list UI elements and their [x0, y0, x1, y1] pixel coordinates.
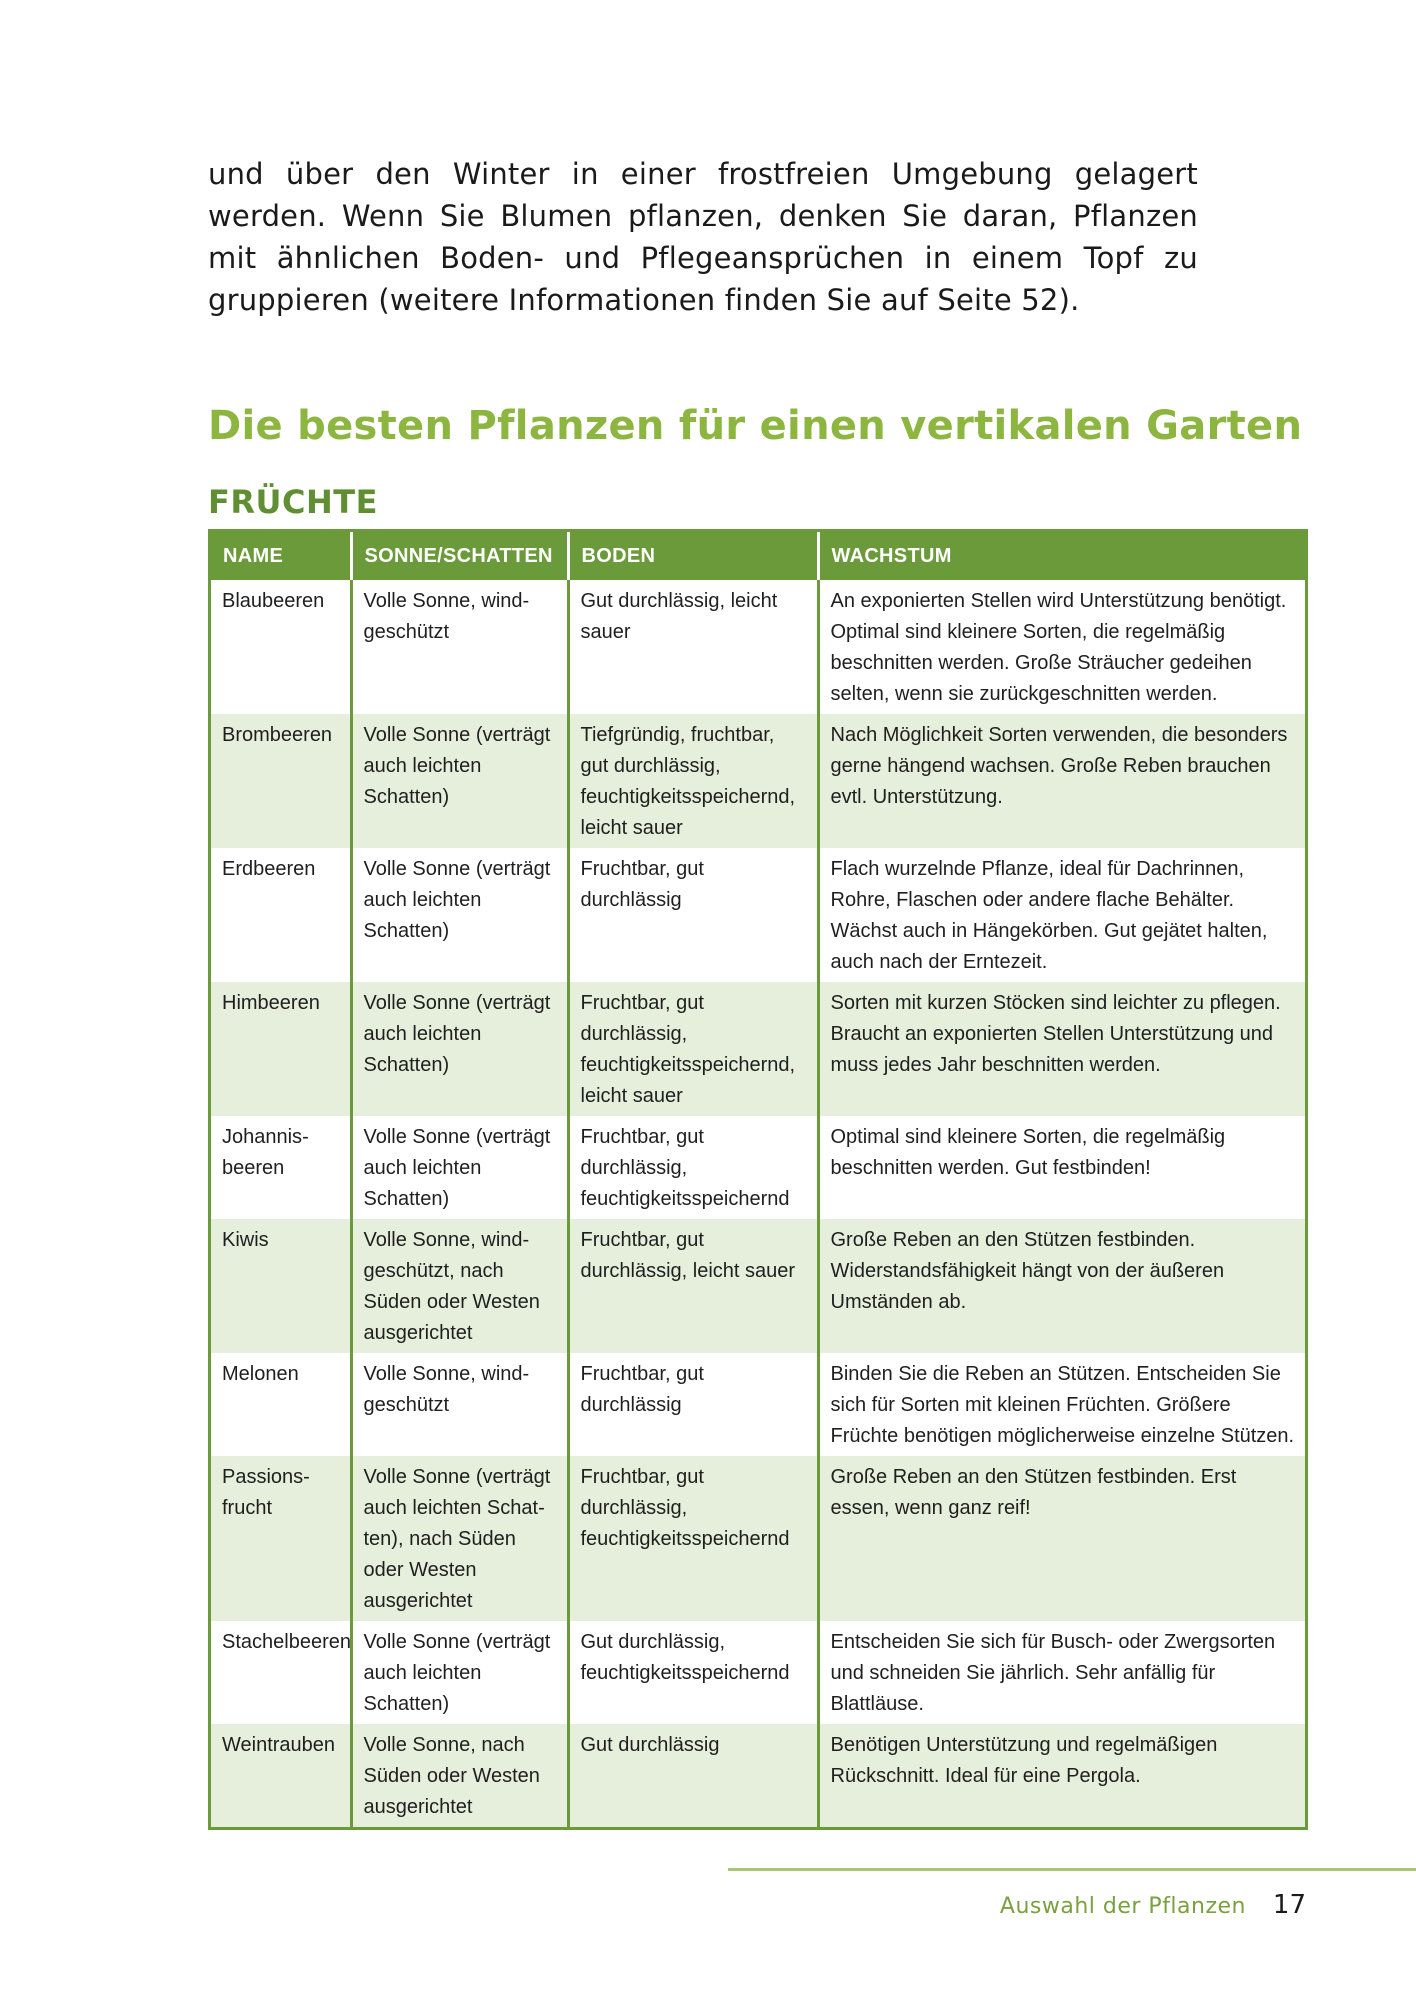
cell-growth: Große Reben an den Stützen festbinden. Widerstandsfähigkeit hängt von der äußeren Umständen ab.: [818, 1219, 1305, 1353]
cell-growth: An exponierten Stellen wird Unterstützung benötigt. Optimal sind kleinere Sorten, die regelmäßig beschnitten werden. Große Sträucher gedeihen selten, wenn sie zurückgeschnitten werden.: [818, 580, 1305, 714]
table-row: [211, 1219, 1305, 1353]
cell-sun-shade: Volle Sonne (verträgt auch leichten Schatten): [351, 982, 568, 1116]
cell-name: Himbeeren: [211, 982, 351, 1116]
table-row: [211, 1116, 1305, 1219]
cell-name: Stachelbeeren: [211, 1621, 351, 1724]
cell-name: Passionsfrucht: [211, 1456, 351, 1621]
cell-soil: Fruchtbar, gut durchlässig, feuchtigkeitsspeichernd, leicht sauer: [568, 982, 818, 1116]
section-title: Die besten Pflanzen für einen vertikalen Garten: [208, 403, 1303, 449]
cell-soil: Gut durchlässig: [568, 1724, 818, 1827]
cell-growth: Binden Sie die Reben an Stützen. Entscheiden Sie sich für Sorten mit kleinen Früchten. Größere Früchte benötigen möglicherweise einzelne Stützen.: [818, 1353, 1305, 1456]
cell-sun-shade: Volle Sonne, windgeschützt, nach Süden oder Westen ausgerichtet: [351, 1219, 568, 1353]
plant-table: [208, 529, 1308, 1830]
table-header-row: [211, 532, 1305, 580]
cell-name: Melonen: [211, 1353, 351, 1456]
cell-growth: Entscheiden Sie sich für Busch- oder Zwergsorten und schneiden Sie jährlich. Sehr anfällig für Blattläuse.: [818, 1621, 1305, 1724]
cell-soil: Gut durchlässig, feuchtigkeitsspeichernd: [568, 1621, 818, 1724]
cell-soil: Tiefgründig, fruchtbar, gut durchlässig, feuchtigkeitsspeichernd, leicht sauer: [568, 714, 818, 848]
table-row: [211, 1353, 1305, 1456]
cell-soil: Gut durchlässig, leicht sauer: [568, 580, 818, 714]
cell-soil: Fruchtbar, gut durchlässig: [568, 1353, 818, 1456]
cell-growth: Nach Möglichkeit Sorten verwenden, die besonders gerne hängend wachsen. Große Reben brauchen evtl. Unterstützung.: [818, 714, 1305, 848]
cell-name: Kiwis: [211, 1219, 351, 1353]
cell-growth: Benötigen Unterstützung und regelmäßigen Rückschnitt. Ideal für eine Pergola.: [818, 1724, 1305, 1827]
footer-rule: [728, 1868, 1416, 1871]
cell-sun-shade: Volle Sonne, windgeschützt: [351, 580, 568, 714]
cell-growth: Sorten mit kurzen Stöcken sind leichter zu pflegen. Braucht an exponierten Stellen Unterstützung und muss jedes Jahr beschnitten werden.: [818, 982, 1305, 1116]
cell-name: Erdbeeren: [211, 848, 351, 982]
cell-name: Weintrauben: [211, 1724, 351, 1827]
cell-soil: Fruchtbar, gut durchlässig, leicht sauer: [568, 1219, 818, 1353]
cell-name: Brombeeren: [211, 714, 351, 848]
cell-growth: Flach wurzelnde Pflanze, ideal für Dachrinnen, Rohre, Flaschen oder andere flache Behälter. Wächst auch in Hängekörben. Gut gejätet halten, auch nach der Erntezeit.: [818, 848, 1305, 982]
cell-name: Johannisbeeren: [211, 1116, 351, 1219]
cell-sun-shade: Volle Sonne (verträgt auch leichten Schatten): [351, 848, 568, 982]
cell-name: Blaubeeren: [211, 580, 351, 714]
table-subtitle: FRÜCHTE: [208, 483, 378, 521]
cell-sun-shade: Volle Sonne (verträgt auch leichten Schatten): [351, 1621, 568, 1724]
table-row: [211, 1621, 1305, 1724]
cell-soil: Fruchtbar, gut durchlässig, feuchtigkeitsspeichernd: [568, 1116, 818, 1219]
cell-growth: Optimal sind kleinere Sorten, die regelmäßig beschnitten werden. Gut festbinden!: [818, 1116, 1305, 1219]
table-row: [211, 848, 1305, 982]
intro-paragraph: und über den Winter in einer frostfreien Umgebung gelagert werden. Wenn Sie Blumen pflanzen, denken Sie daran, Pflanzen mit ähnlichen Boden- und Pflegeansprüchen in einem Topf zu gruppieren (weitere Informationen finden Sie auf Seite 52).: [208, 157, 1198, 317]
header-soil: BODEN: [568, 532, 818, 580]
footer-chapter-title: Auswahl der Pflanzen: [999, 1894, 1246, 1919]
cell-sun-shade: Volle Sonne, windgeschützt: [351, 1353, 568, 1456]
page-number: 17: [1272, 1890, 1306, 1920]
cell-sun-shade: Volle Sonne (verträgt auch leichten Schatten): [351, 1116, 568, 1219]
table-row: [211, 1456, 1305, 1621]
table-row: [211, 982, 1305, 1116]
table-row: [211, 1724, 1305, 1827]
cell-sun-shade: Volle Sonne (verträgt auch leichten Schatten), nach Süden oder Westen ausgerichtet: [351, 1456, 568, 1621]
table-row: [211, 714, 1305, 848]
header-sun-shade: SONNE/SCHATTEN: [351, 532, 568, 580]
table-row: [211, 580, 1305, 714]
cell-growth: Große Reben an den Stützen festbinden. Erst essen, wenn ganz reif!: [818, 1456, 1305, 1621]
header-growth: WACHSTUM: [818, 532, 1305, 580]
header-name: NAME: [211, 532, 351, 580]
cell-soil: Fruchtbar, gut durchlässig: [568, 848, 818, 982]
cell-soil: Fruchtbar, gut durchlässig, feuchtigkeitsspeichernd: [568, 1456, 818, 1621]
cell-sun-shade: Volle Sonne, nach Süden oder Westen ausgerichtet: [351, 1724, 568, 1827]
cell-sun-shade: Volle Sonne (verträgt auch leichten Schatten): [351, 714, 568, 848]
